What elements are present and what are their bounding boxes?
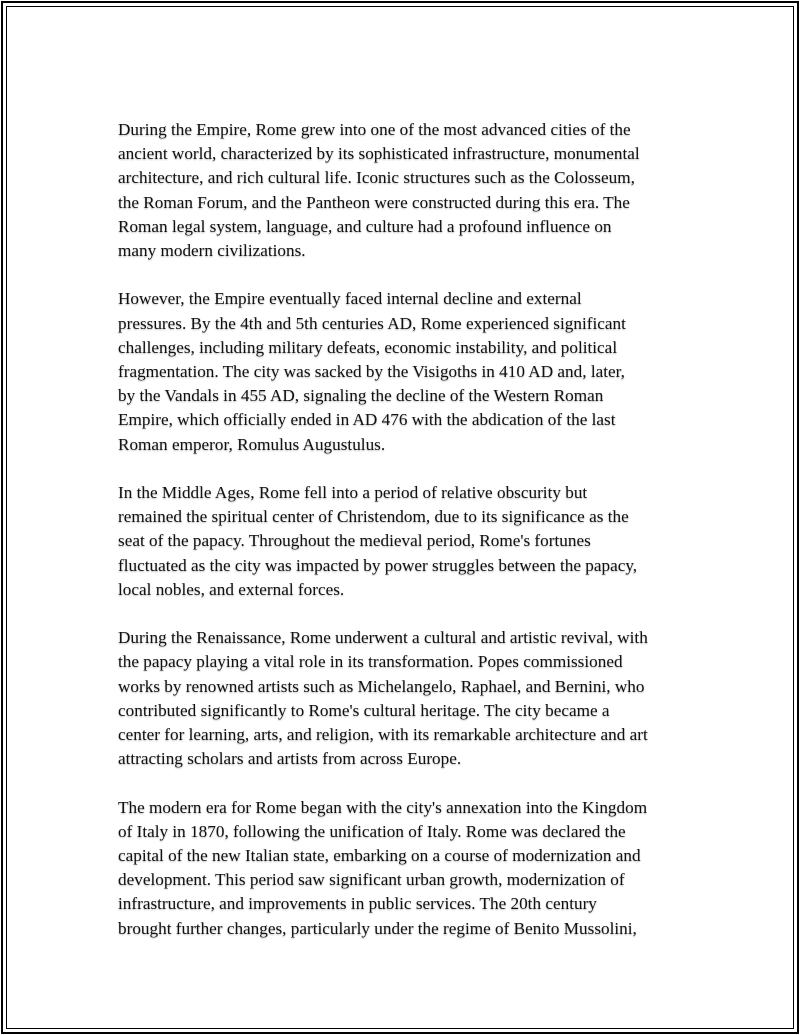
text-line: The modern era for Rome began with the city's annexation into the Kingdom xyxy=(118,797,648,817)
text-line: fragmentation. The city was sacked by the Visigoths in 410 AD and, later, xyxy=(118,362,625,382)
text-line: Roman legal system, language, and culture had a profound influence on xyxy=(118,216,612,236)
text-line: brought further changes, particularly under the regime of Benito Mussolini, xyxy=(118,918,637,938)
text-line: remained the spiritual center of Christendom, due to its significance as the xyxy=(118,507,629,527)
text-line: development. This period saw significant urban growth, modernization of xyxy=(118,870,625,890)
text-line: center for learning, arts, and religion, with its remarkable architecture and art xyxy=(118,725,648,745)
text-line: Roman emperor, Romulus Augustulus. xyxy=(118,434,386,454)
text-line: of Italy in 1870, following the unification of Italy. Rome was declared the xyxy=(118,821,626,841)
text-line: Empire, which officially ended in AD 476 with the abdication of the last xyxy=(118,410,616,430)
text-line: the papacy playing a vital role in its transformation. Popes commissioned xyxy=(118,652,623,672)
text-line: However, the Empire eventually faced internal decline and external xyxy=(118,289,582,309)
text-line: pressures. By the 4th and 5th centuries AD, Rome experienced significant xyxy=(118,313,626,333)
paragraph-modern-era xyxy=(118,796,688,941)
text-line: challenges, including military defeats, economic instability, and political xyxy=(118,337,618,357)
text-line: infrastructure, and improvements in public services. The 20th century xyxy=(118,894,597,914)
text-line: seat of the papacy. Throughout the medieval period, Rome's fortunes xyxy=(118,531,591,551)
text-line: attracting scholars and artists from across Europe. xyxy=(118,749,462,769)
paragraph-renaissance xyxy=(118,626,688,771)
text-line: During the Empire, Rome grew into one of the most advanced cities of the xyxy=(118,120,631,139)
text-line: local nobles, and external forces. xyxy=(118,579,345,599)
text-line: capital of the new Italian state, embarking on a course of modernization and xyxy=(118,846,641,866)
text-line: ancient world, characterized by its sophisticated infrastructure, monumental xyxy=(118,144,640,164)
text-line: In the Middle Ages, Rome fell into a period of relative obscurity but xyxy=(118,483,588,503)
paragraph-empire xyxy=(118,118,688,263)
paragraph-decline xyxy=(118,287,688,456)
document-body xyxy=(118,118,688,965)
paragraph-middle-ages xyxy=(118,481,688,602)
text-line: by the Vandals in 455 AD, signaling the decline of the Western Roman xyxy=(118,386,604,406)
text-line: contributed significantly to Rome's cultural heritage. The city became a xyxy=(118,700,610,720)
text-line: works by renowned artists such as Michelangelo, Raphael, and Bernini, who xyxy=(118,676,645,696)
text-line: many modern civilizations. xyxy=(118,241,306,261)
text-line: the Roman Forum, and the Pantheon were constructed during this era. The xyxy=(118,192,630,212)
text-line: architecture, and rich cultural life. Iconic structures such as the Colosseum, xyxy=(118,168,635,188)
text-line: During the Renaissance, Rome underwent a cultural and artistic revival, with xyxy=(118,628,648,648)
text-line: fluctuated as the city was impacted by power struggles between the papacy, xyxy=(118,555,638,575)
